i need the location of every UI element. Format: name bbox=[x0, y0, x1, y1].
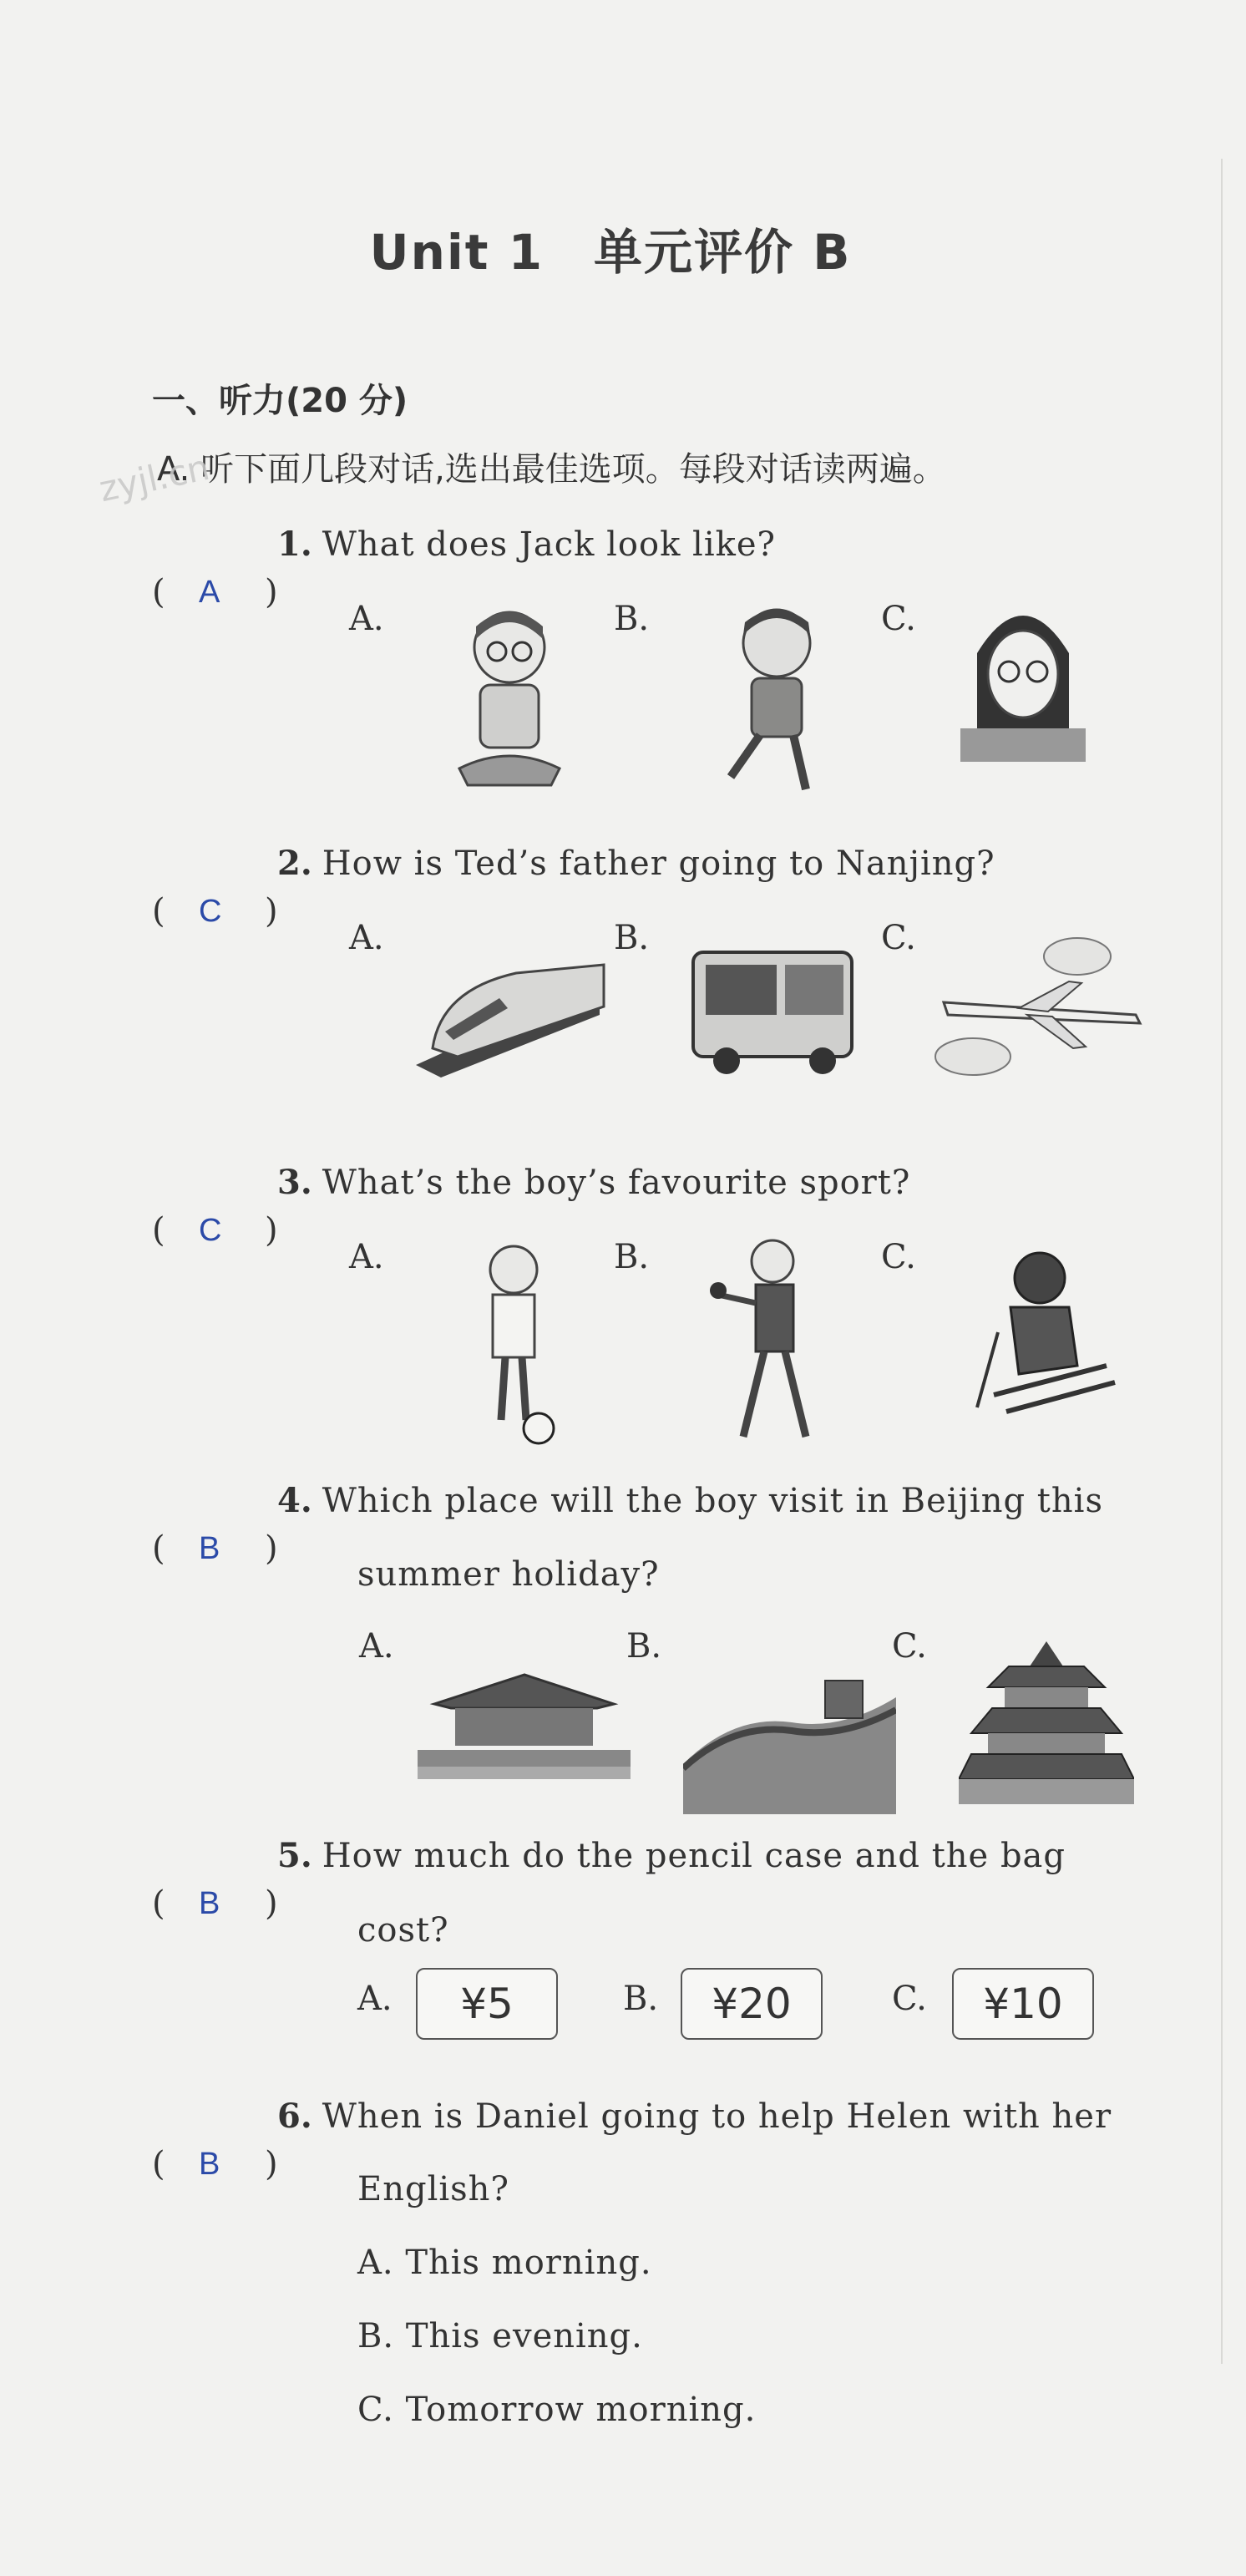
bus-image bbox=[685, 940, 860, 1078]
option-label-c: C. bbox=[892, 1980, 927, 2018]
question-6: ( B ) 6. When is Daniel going to help Helen with her bbox=[152, 2080, 1188, 2153]
page-edge-line bbox=[1221, 159, 1223, 2364]
question-5: ( B ) 5. How much do the pencil case and the bag bbox=[152, 1819, 1188, 1893]
boy-with-glasses-sitting-image bbox=[451, 601, 568, 798]
option-label-c: C. bbox=[881, 919, 916, 957]
question-1: ( A ) 1. What does Jack look like? bbox=[152, 508, 1188, 581]
watermark: zyjl.cn bbox=[95, 446, 213, 510]
option-label-a: A. bbox=[359, 1627, 394, 1666]
option-label-b: B. bbox=[626, 1627, 662, 1666]
price-tag-a: ¥5 bbox=[416, 1968, 558, 2040]
option-label-c: C. bbox=[881, 600, 916, 638]
high-speed-train-image bbox=[408, 948, 608, 1082]
option-label-c: C. bbox=[892, 1627, 927, 1666]
question-number: 2. bbox=[277, 844, 312, 883]
option-label-a: A. bbox=[349, 600, 384, 638]
question-2: ( C ) 2. How is Ted’s father going to Nanjing? bbox=[152, 827, 1188, 900]
great-wall-image bbox=[683, 1664, 896, 1814]
answer-value: A bbox=[199, 575, 220, 610]
question-text: What’s the boy’s favourite sport? bbox=[322, 1164, 911, 1202]
question-text: Which place will the boy visit in Beijing this bbox=[322, 1482, 1103, 1520]
answer-value: B bbox=[199, 1531, 220, 1566]
question-4: ( B ) 4. Which place will the boy visit in Beijing this bbox=[152, 1464, 1188, 1538]
section-heading: 一、听力(20 分) bbox=[152, 382, 408, 420]
text-option-b: B. This evening. bbox=[357, 2317, 643, 2355]
option-label-a: A. bbox=[357, 1980, 393, 2018]
option-label-b: B. bbox=[623, 1980, 659, 2018]
question-text: How much do the pencil case and the bag bbox=[322, 1837, 1066, 1875]
question-text-continued: cost? bbox=[357, 1911, 449, 1950]
answer-value: C bbox=[199, 1213, 222, 1248]
question-text: When is Daniel going to help Helen with her bbox=[322, 2097, 1112, 2136]
question-number: 4. bbox=[277, 1481, 312, 1520]
question-text: What does Jack look like? bbox=[322, 525, 776, 564]
girl-with-glasses-image bbox=[960, 595, 1086, 762]
option-label-a: A. bbox=[349, 919, 384, 957]
option-label-b: B. bbox=[614, 919, 650, 957]
question-number: 6. bbox=[277, 2097, 312, 2136]
forbidden-city-image bbox=[418, 1666, 631, 1779]
airplane-image bbox=[927, 931, 1152, 1086]
question-3: ( C ) 3. What’s the boy’s favourite sport? bbox=[152, 1146, 1188, 1220]
option-label-b: B. bbox=[614, 1238, 650, 1276]
option-label-a: A. bbox=[349, 1238, 384, 1276]
answer-value: B bbox=[199, 1886, 220, 1921]
text-option-c: C. Tomorrow morning. bbox=[357, 2391, 757, 2429]
boy-table-tennis-image bbox=[710, 1236, 827, 1449]
price-tag-c: ¥10 bbox=[952, 1968, 1094, 2040]
answer-value: C bbox=[199, 894, 222, 929]
question-number: 3. bbox=[277, 1163, 312, 1202]
option-label-c: C. bbox=[881, 1238, 916, 1276]
question-text: How is Ted’s father going to Nanjing? bbox=[322, 844, 995, 883]
boy-running-image bbox=[710, 601, 835, 802]
answer-value: B bbox=[199, 2147, 220, 2182]
temple-of-heaven-image bbox=[959, 1641, 1134, 1808]
instruction-text: A. 听下面几段对话,选出最佳选项。每段对话读两遍。 bbox=[157, 450, 946, 489]
boy-skiing-image bbox=[960, 1249, 1119, 1420]
page-title: Unit 1 单元评价 B bbox=[369, 224, 852, 281]
text-option-a: A. This morning. bbox=[357, 2244, 652, 2282]
question-text-continued: English? bbox=[357, 2170, 509, 2208]
boy-football-image bbox=[468, 1240, 560, 1449]
option-label-b: B. bbox=[614, 600, 650, 638]
question-number: 1. bbox=[277, 525, 312, 564]
price-tag-b: ¥20 bbox=[681, 1968, 823, 2040]
question-number: 5. bbox=[277, 1836, 312, 1875]
question-text-continued: summer holiday? bbox=[357, 1555, 660, 1594]
